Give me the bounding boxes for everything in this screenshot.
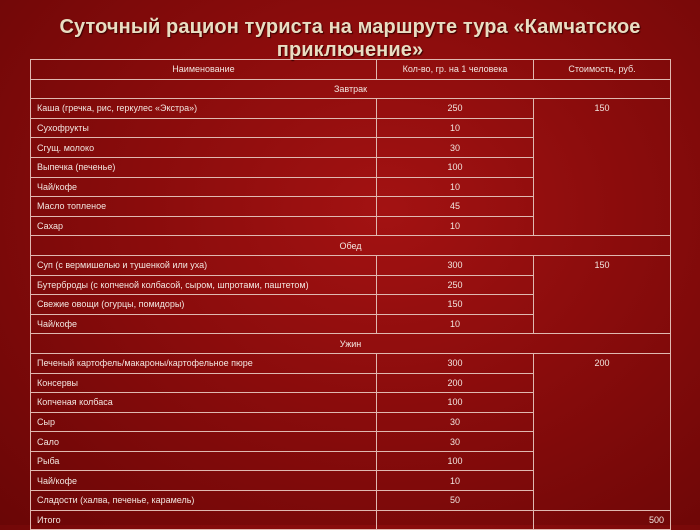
item-quantity: 250 [377,275,534,295]
item-name: Чай/кофе [31,471,377,491]
section-cost: 200 [534,353,671,510]
item-quantity: 10 [377,216,534,236]
item-name: Сахар [31,216,377,236]
item-quantity: 30 [377,138,534,158]
item-name: Чай/кофе [31,314,377,334]
table-row [31,99,671,119]
ration-table [30,59,671,530]
item-quantity: 100 [377,393,534,413]
item-name: Бутерброды (с копченой колбасой, сыром, шпротами, паштетом) [31,275,377,295]
total-cost: 500 [534,510,671,530]
item-quantity: 100 [377,451,534,471]
total-row [31,510,671,530]
item-quantity: 45 [377,197,534,217]
item-quantity: 150 [377,295,534,315]
section-title: Ужин [31,334,671,354]
section-row [31,79,671,99]
item-name: Выпечка (печенье) [31,157,377,177]
total-label: Итого [31,510,377,530]
header-cost: Стоимость, руб. [534,60,671,80]
item-quantity: 10 [377,118,534,138]
table-header-row [31,60,671,80]
total-quantity-empty [377,510,534,530]
section-cost: 150 [534,255,671,333]
section-row [31,334,671,354]
item-name: Суп (с вермишелью и тушенкой или уха) [31,255,377,275]
item-name: Масло топленое [31,197,377,217]
section-cost: 150 [534,99,671,236]
item-quantity: 10 [377,314,534,334]
item-quantity: 100 [377,157,534,177]
section-title: Завтрак [31,79,671,99]
header-quantity: Кол-во, гр. на 1 человека [377,60,534,80]
item-quantity: 250 [377,99,534,119]
item-quantity: 200 [377,373,534,393]
page-title: Суточный рацион туриста на маршруте тура «Камчатское приключение» [59,16,641,61]
item-quantity: 50 [377,491,534,511]
item-name: Консервы [31,373,377,393]
item-quantity: 30 [377,412,534,432]
item-name: Свежие овощи (огурцы, помидоры) [31,295,377,315]
item-quantity: 10 [377,471,534,491]
item-name: Каша (гречка, рис, геркулес «Экстра») [31,99,377,119]
item-name: Сыр [31,412,377,432]
item-quantity: 300 [377,353,534,373]
item-name: Рыба [31,451,377,471]
table-row [31,353,671,373]
table-body [31,79,671,530]
item-name: Сухофрукты [31,118,377,138]
section-title: Обед [31,236,671,256]
item-name: Печеный картофель/макароны/картофельное пюре [31,353,377,373]
header-name: Наименование [31,60,377,80]
item-name: Сладости (халва, печенье, карамель) [31,491,377,511]
item-name: Чай/кофе [31,177,377,197]
item-quantity: 10 [377,177,534,197]
item-name: Сгущ. молоко [31,138,377,158]
item-quantity: 30 [377,432,534,452]
table-row [31,255,671,275]
item-quantity: 300 [377,255,534,275]
item-name: Сало [31,432,377,452]
section-row [31,236,671,256]
item-name: Копченая колбаса [31,393,377,413]
